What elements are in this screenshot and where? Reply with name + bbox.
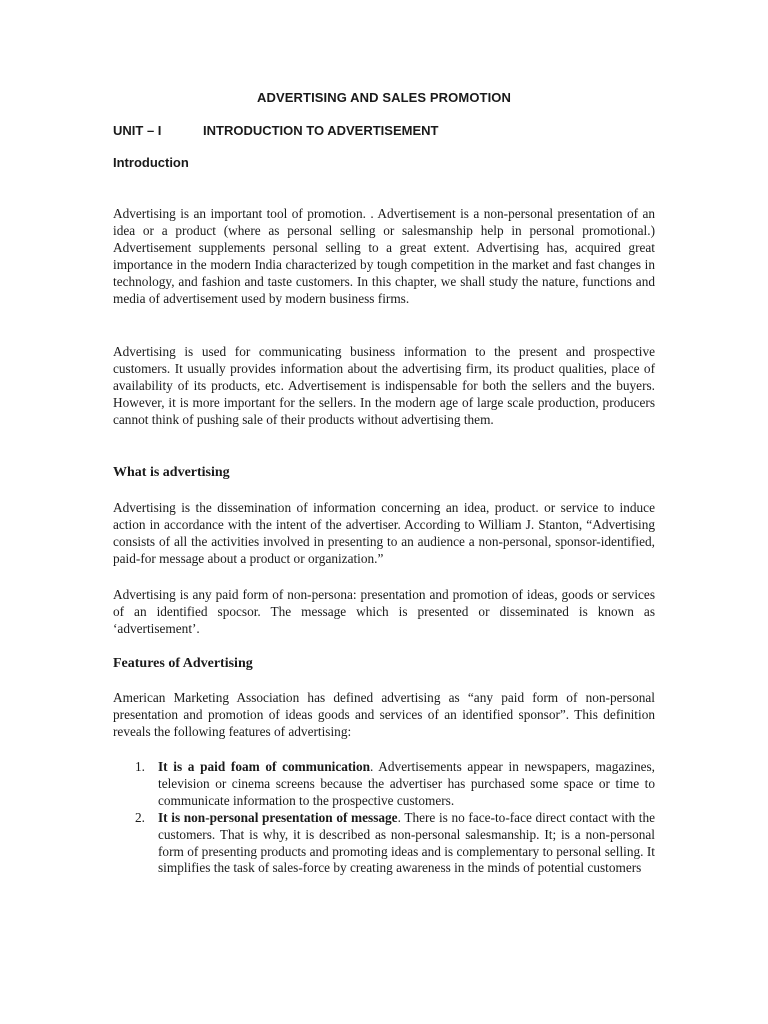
features-heading: Features of Advertising <box>113 656 253 671</box>
unit-heading <box>113 123 438 138</box>
list-item <box>113 759 655 810</box>
what-is-advertising-heading: What is advertising <box>113 465 230 480</box>
what-paragraph-1: Advertising is the dissemination of information concerning an idea, product. or service to induce action in accordance with the intent of the advertiser. According to William J. Stanton, “Advertising consists of all the activities involved in presenting to an audience a non-personal, sponsor-identified, paid-for message about a product or organization.” <box>113 500 655 566</box>
list-item-lead: It is a paid foam of communication <box>158 759 371 774</box>
unit-label: UNIT – I <box>113 123 162 138</box>
what-paragraph-2: Advertising is any paid form of non-persona: presentation and promotion of ideas, goods or services of an identified spocsor. The message which is presented or disseminated is known as ‘advertisement’. <box>113 587 655 636</box>
introduction-heading: Introduction <box>113 155 189 170</box>
list-item-number: 2. <box>135 809 145 825</box>
list-item-text: . Advertisements appear in newspapers, magazines, television or cinema screens because the advertiser has purchased some space or time to communicate information to the prospective customers. <box>158 759 655 808</box>
list-item-number: 1. <box>135 759 145 774</box>
features-intro-paragraph: American Marketing Association has defined advertising as “any paid form of non-personal presentation and promotion of ideas goods and services of an identified sponsor”. This definition reveals the following features of advertising: <box>113 690 655 739</box>
intro-paragraph-1: Advertising is an important tool of promotion. . Advertisement is a non-personal presentation of an idea or a product (where as personal selling or salesmanship help in personal promotional.) Advertisement supplements personal selling to a great extent. Advertising has, acquired great importance in the modern India characterized by tough competition in the market and fast changes in technology, and fashion and taste customers. In this chapter, we shall study the nature, functions and media of advertisement used by modern business firms. <box>113 206 655 306</box>
unit-title: INTRODUCTION TO ADVERTISEMENT <box>203 123 439 138</box>
document-title: ADVERTISING AND SALES PROMOTION <box>257 90 511 105</box>
list-item-text: . There is no face-to-face direct contact with the customers. That is why, it is described as non-personal salesmanship. It; is a non-personal form of presenting products and promoting ideas and is complementary to personal selling. It simplifies the task of sales-force by creating awareness in the minds of potential customers <box>158 809 655 876</box>
list-item-lead: It is non-personal presentation of message <box>158 809 398 825</box>
intro-paragraph-2: Advertising is used for communicating business information to the present and prospective customers. It usually provides information about the advertising firm, its product qualities, place of availability of its products, etc. Advertisement is indispensable for both the sellers and the buyers. However, it is more important for the sellers. In the modern age of large scale production, producers cannot think of pushing sale of their products without advertising them. <box>113 344 655 427</box>
features-list <box>113 759 655 877</box>
list-item <box>113 810 655 878</box>
